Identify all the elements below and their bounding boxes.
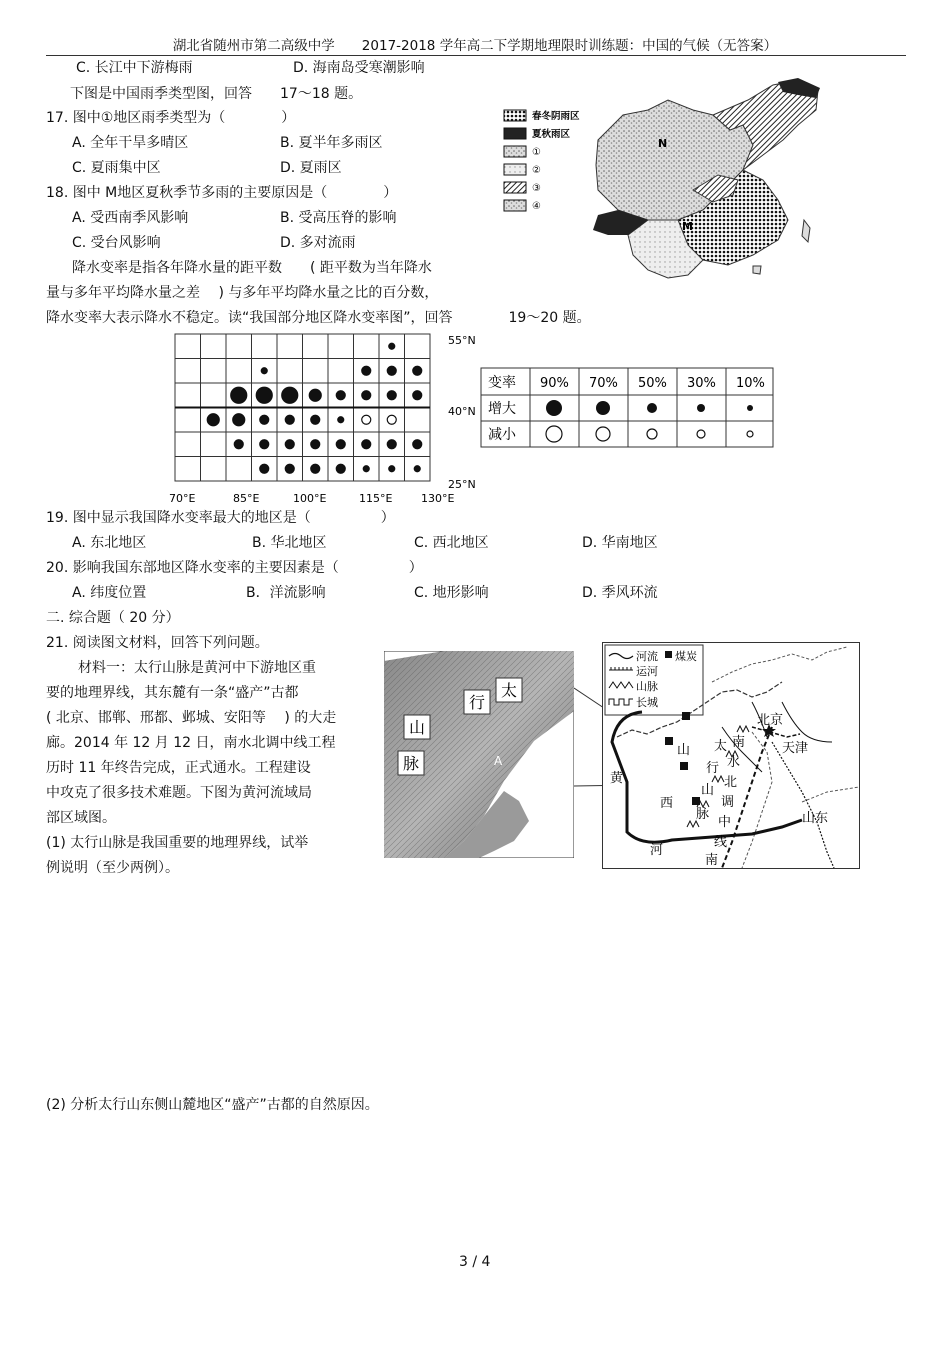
q19-option-d: D. 华南地区 <box>582 535 658 551</box>
variability-para-2: 量与多年平均降水量之差 ) 与多年平均降水量之比的百分数， <box>46 285 439 301</box>
q17-option-b: B. 夏半年多雨区 <box>280 135 383 151</box>
grid-cell <box>175 457 201 482</box>
q20-option-c: C. 地形影响 <box>414 585 489 601</box>
legend-increase: 增大 <box>488 401 516 417</box>
taihang-relief-map <box>384 651 574 858</box>
grid-cell <box>201 432 227 457</box>
variability-para-3: 降水变率大表示降水不稳定。读“我国部分地区降水变率图”，回答 19～20 题。 <box>46 310 591 326</box>
coal-marker <box>680 762 688 770</box>
variability-dot-increase <box>362 391 371 400</box>
q19-option-b: B. 华北地区 <box>252 535 327 551</box>
label-huang: 黄 <box>610 771 624 786</box>
q21-part1-line2: 例说明（至少两例）。 <box>46 860 179 876</box>
lon-label-70: 70°E <box>169 492 196 505</box>
legend-decrease: 减小 <box>488 427 516 443</box>
variability-dot-increase <box>260 464 269 473</box>
q17-option-c: C. 夏雨集中区 <box>72 160 161 176</box>
variability-dot-increase <box>338 417 344 423</box>
coal-legend-symbol <box>665 651 672 658</box>
legend-dot-dec-70 <box>596 427 610 441</box>
legend-pct-90: 90% <box>540 376 569 391</box>
grid-cell <box>405 408 431 433</box>
label-beijing: 北京 <box>757 713 784 728</box>
label-shui: 水 <box>727 755 741 770</box>
legend-dot-dec-30 <box>697 430 705 438</box>
grid-cell <box>277 334 303 359</box>
grid-cell <box>328 334 354 359</box>
lon-label-100: 100°E <box>293 492 327 505</box>
lat-label-40: 40°N <box>448 405 476 418</box>
relief-label-shan: 山 <box>409 718 426 737</box>
legend-dot-dec-90 <box>546 426 562 442</box>
intro-17-18: 下图是中国雨季类型图，回答 17～18 题。 <box>70 86 363 102</box>
rain-season-map <box>498 70 830 288</box>
variability-dot-increase <box>336 391 345 400</box>
variability-dot-increase <box>311 464 320 473</box>
variability-dot-increase <box>309 389 321 401</box>
q17-stem: 17. 图中①地区雨季类型为（ ） <box>46 110 296 126</box>
legend-pct-10: 10% <box>736 376 765 391</box>
q17-option-a: A. 全年干旱多晴区 <box>72 135 189 151</box>
legend-wall: 长城 <box>636 696 658 709</box>
q21-material-1: 材料一：太行山脉是黄河中下游地区重 <box>78 660 316 676</box>
grid-cell <box>303 334 329 359</box>
label-tianjin: 天津 <box>782 741 809 756</box>
legend-summer-autumn: 夏秋雨区 <box>532 129 571 140</box>
relief-label-xing: 行 <box>469 693 486 712</box>
variability-para-1: 降水变率是指各年降水量的距平数 ( 距平数为当年降水 <box>72 260 432 276</box>
grid-cell <box>201 383 227 408</box>
lat-label-25: 25°N <box>448 478 476 491</box>
grid-cell <box>226 359 252 384</box>
grid-cell <box>328 359 354 384</box>
page-number: 3 / 4 <box>459 1254 491 1270</box>
legend-coal: 煤炭 <box>675 650 697 663</box>
variability-grid-chart <box>165 330 485 506</box>
coal-marker <box>682 712 690 720</box>
hainan <box>753 266 761 274</box>
q21-material-5: 历时 11 年终告完成，正式通水。工程建设 <box>46 760 311 776</box>
section-2-title: 二. 综合题（ 20 分） <box>46 610 180 626</box>
taiwan <box>802 220 810 242</box>
lon-label-130: 130°E <box>421 492 455 505</box>
q18-option-d: D. 多对流雨 <box>280 235 356 251</box>
q16-option-d: D. 海南岛受寒潮影响 <box>293 60 425 76</box>
label-diao: 调 <box>721 795 735 810</box>
variability-dot-increase <box>231 387 247 403</box>
variability-dot-increase <box>387 391 396 400</box>
variability-dot-increase <box>414 466 420 472</box>
label-shan1: 山 <box>677 743 691 758</box>
grid-cell <box>175 408 201 433</box>
legend-spring-winter: 春冬阴雨区 <box>532 111 580 122</box>
label-nan2: 南 <box>732 735 746 750</box>
q20-option-b: B．洋流影响 <box>246 585 326 601</box>
label-n: N <box>658 137 668 150</box>
q21-part1-line1: (1) 太行山脉是我国重要的地理界线，试举 <box>46 835 309 851</box>
legend-pct-30: 30% <box>687 376 716 391</box>
variability-dot-increase <box>413 440 422 449</box>
label-xian: 线 <box>714 835 728 850</box>
variability-dot-increase <box>282 387 298 403</box>
variability-dot-increase <box>234 440 243 449</box>
lon-label-85: 85°E <box>233 492 260 505</box>
variability-dot-increase <box>336 464 345 473</box>
grid-cell <box>175 432 201 457</box>
q21-material-6: 中攻克了很多技术难题。下图为黄河流域局 <box>46 785 312 801</box>
yellow-river-region-map <box>602 642 860 869</box>
variability-dot-increase <box>260 440 269 449</box>
q20-option-d: D. 季风环流 <box>582 585 658 601</box>
label-bei: 北 <box>724 775 738 790</box>
label-shan2: 山 <box>701 783 715 798</box>
variability-dot-increase <box>311 415 320 424</box>
q19-option-c: C. 西北地区 <box>414 535 489 551</box>
variability-dot-increase <box>389 466 395 472</box>
legend-river: 河流 <box>636 650 658 663</box>
relief-label-a: A <box>494 754 503 768</box>
legend-rate-header: 变率 <box>488 375 516 391</box>
page-header: 湖北省随州市第二高级中学 2017-2018 学年高二下学期地理限时训练题：中国的气候（无答案） <box>172 38 778 54</box>
q21-material-2: 要的地理界线，其东麓有一条“盛产”古都 <box>46 685 299 701</box>
variability-dot-increase <box>389 343 395 349</box>
grid-cell <box>277 359 303 384</box>
legend-dot-inc-10 <box>747 405 753 411</box>
variability-dot-increase <box>260 415 269 424</box>
q21-material-7: 部区域图。 <box>46 810 116 826</box>
label-nan: 南 <box>705 853 719 868</box>
grid-cell <box>175 334 201 359</box>
q20-option-a: A. 纬度位置 <box>72 585 147 601</box>
q21-material-4: 廊。2014 年 12 月 12 日，南水北调中线工程 <box>46 735 336 751</box>
grid-cell <box>175 383 201 408</box>
label-m: M <box>682 220 693 233</box>
grid-cell <box>405 334 431 359</box>
legend-pct-70: 70% <box>589 376 618 391</box>
legend-2: ② <box>532 165 541 176</box>
variability-dot-increase <box>387 440 396 449</box>
variability-dot-increase <box>256 387 272 403</box>
legend-1: ① <box>532 147 541 158</box>
q20-stem: 20. 影响我国东部地区降水变率的主要因素是（ ） <box>46 560 423 576</box>
legend-dot-inc-70 <box>596 401 610 415</box>
variability-dot-increase <box>362 366 371 375</box>
label-xing: 行 <box>706 761 720 776</box>
variability-dot-increase <box>387 366 396 375</box>
grid-cell <box>201 359 227 384</box>
legend-pct-50: 50% <box>638 376 667 391</box>
variability-legend <box>480 367 775 449</box>
label-tai: 太 <box>714 739 728 754</box>
q21-material-3: ( 北京、邯郸、邢都、邺城、安阳等 ) 的大走 <box>46 710 337 726</box>
grid-cell <box>226 334 252 359</box>
legend-dot-inc-50 <box>647 403 657 413</box>
variability-dot-increase <box>261 368 267 374</box>
q18-option-c: C. 受台风影响 <box>72 235 161 251</box>
variability-dot-decrease <box>387 415 396 424</box>
grid-cell <box>354 334 380 359</box>
map1-legend <box>504 110 580 212</box>
grid-cell <box>252 334 278 359</box>
lat-label-55: 55°N <box>448 334 476 347</box>
relief-label-tai: 太 <box>501 681 518 700</box>
variability-dot-decrease <box>362 415 371 424</box>
variability-dot-increase <box>207 414 219 426</box>
q21-part2: (2) 分析太行山东侧山麓地区“盛产”古都的自然原因。 <box>46 1097 379 1113</box>
grid-cells <box>175 334 430 481</box>
variability-dot-increase <box>413 391 422 400</box>
label-zhong: 中 <box>718 815 732 830</box>
q18-option-a: A. 受西南季风影响 <box>72 210 189 226</box>
q19-option-a: A. 东北地区 <box>72 535 147 551</box>
legend-4: ④ <box>532 201 541 212</box>
q18-stem: 18. 图中 M地区夏秋季节多雨的主要原因是（ ） <box>46 185 398 201</box>
q16-option-c: C. 长江中下游梅雨 <box>76 60 193 76</box>
lon-label-115: 115°E <box>359 492 393 505</box>
legend-dot-inc-30 <box>697 404 705 412</box>
label-shandong: 山东 <box>802 811 829 826</box>
q21-stem: 21. 阅读图文材料，回答下列问题。 <box>46 635 269 651</box>
variability-dot-increase <box>413 366 422 375</box>
legend-dot-dec-50 <box>647 429 657 439</box>
coal-marker <box>692 797 700 805</box>
legend-canal: 运河 <box>636 665 658 678</box>
q19-stem: 19. 图中显示我国降水变率最大的地区是（ ） <box>46 510 395 526</box>
legend-mountain: 山脉 <box>636 680 658 693</box>
grid-cell <box>226 457 252 482</box>
legend-dot-inc-90 <box>546 400 562 416</box>
grid-cell <box>201 457 227 482</box>
variability-dot-increase <box>363 466 369 472</box>
relief-label-mai: 脉 <box>403 754 420 773</box>
label-he: 河 <box>650 843 664 858</box>
variability-dot-increase <box>233 414 245 426</box>
label-mai: 脉 <box>696 807 710 822</box>
coal-marker <box>665 737 673 745</box>
grid-cell <box>175 359 201 384</box>
variability-dot-increase <box>362 440 371 449</box>
grid-cell <box>201 334 227 359</box>
variability-dot-increase <box>336 440 345 449</box>
variability-dot-increase <box>285 440 294 449</box>
legend-dot-dec-10 <box>747 431 753 437</box>
legend-3: ③ <box>532 183 541 194</box>
q17-option-d: D. 夏雨区 <box>280 160 342 176</box>
header-rule <box>46 55 906 56</box>
label-xi: 西 <box>660 796 674 811</box>
variability-dot-increase <box>285 415 294 424</box>
q18-option-b: B. 受高压脊的影响 <box>280 210 397 226</box>
variability-dot-increase <box>311 440 320 449</box>
variability-dot-increase <box>285 464 294 473</box>
grid-cell <box>303 359 329 384</box>
